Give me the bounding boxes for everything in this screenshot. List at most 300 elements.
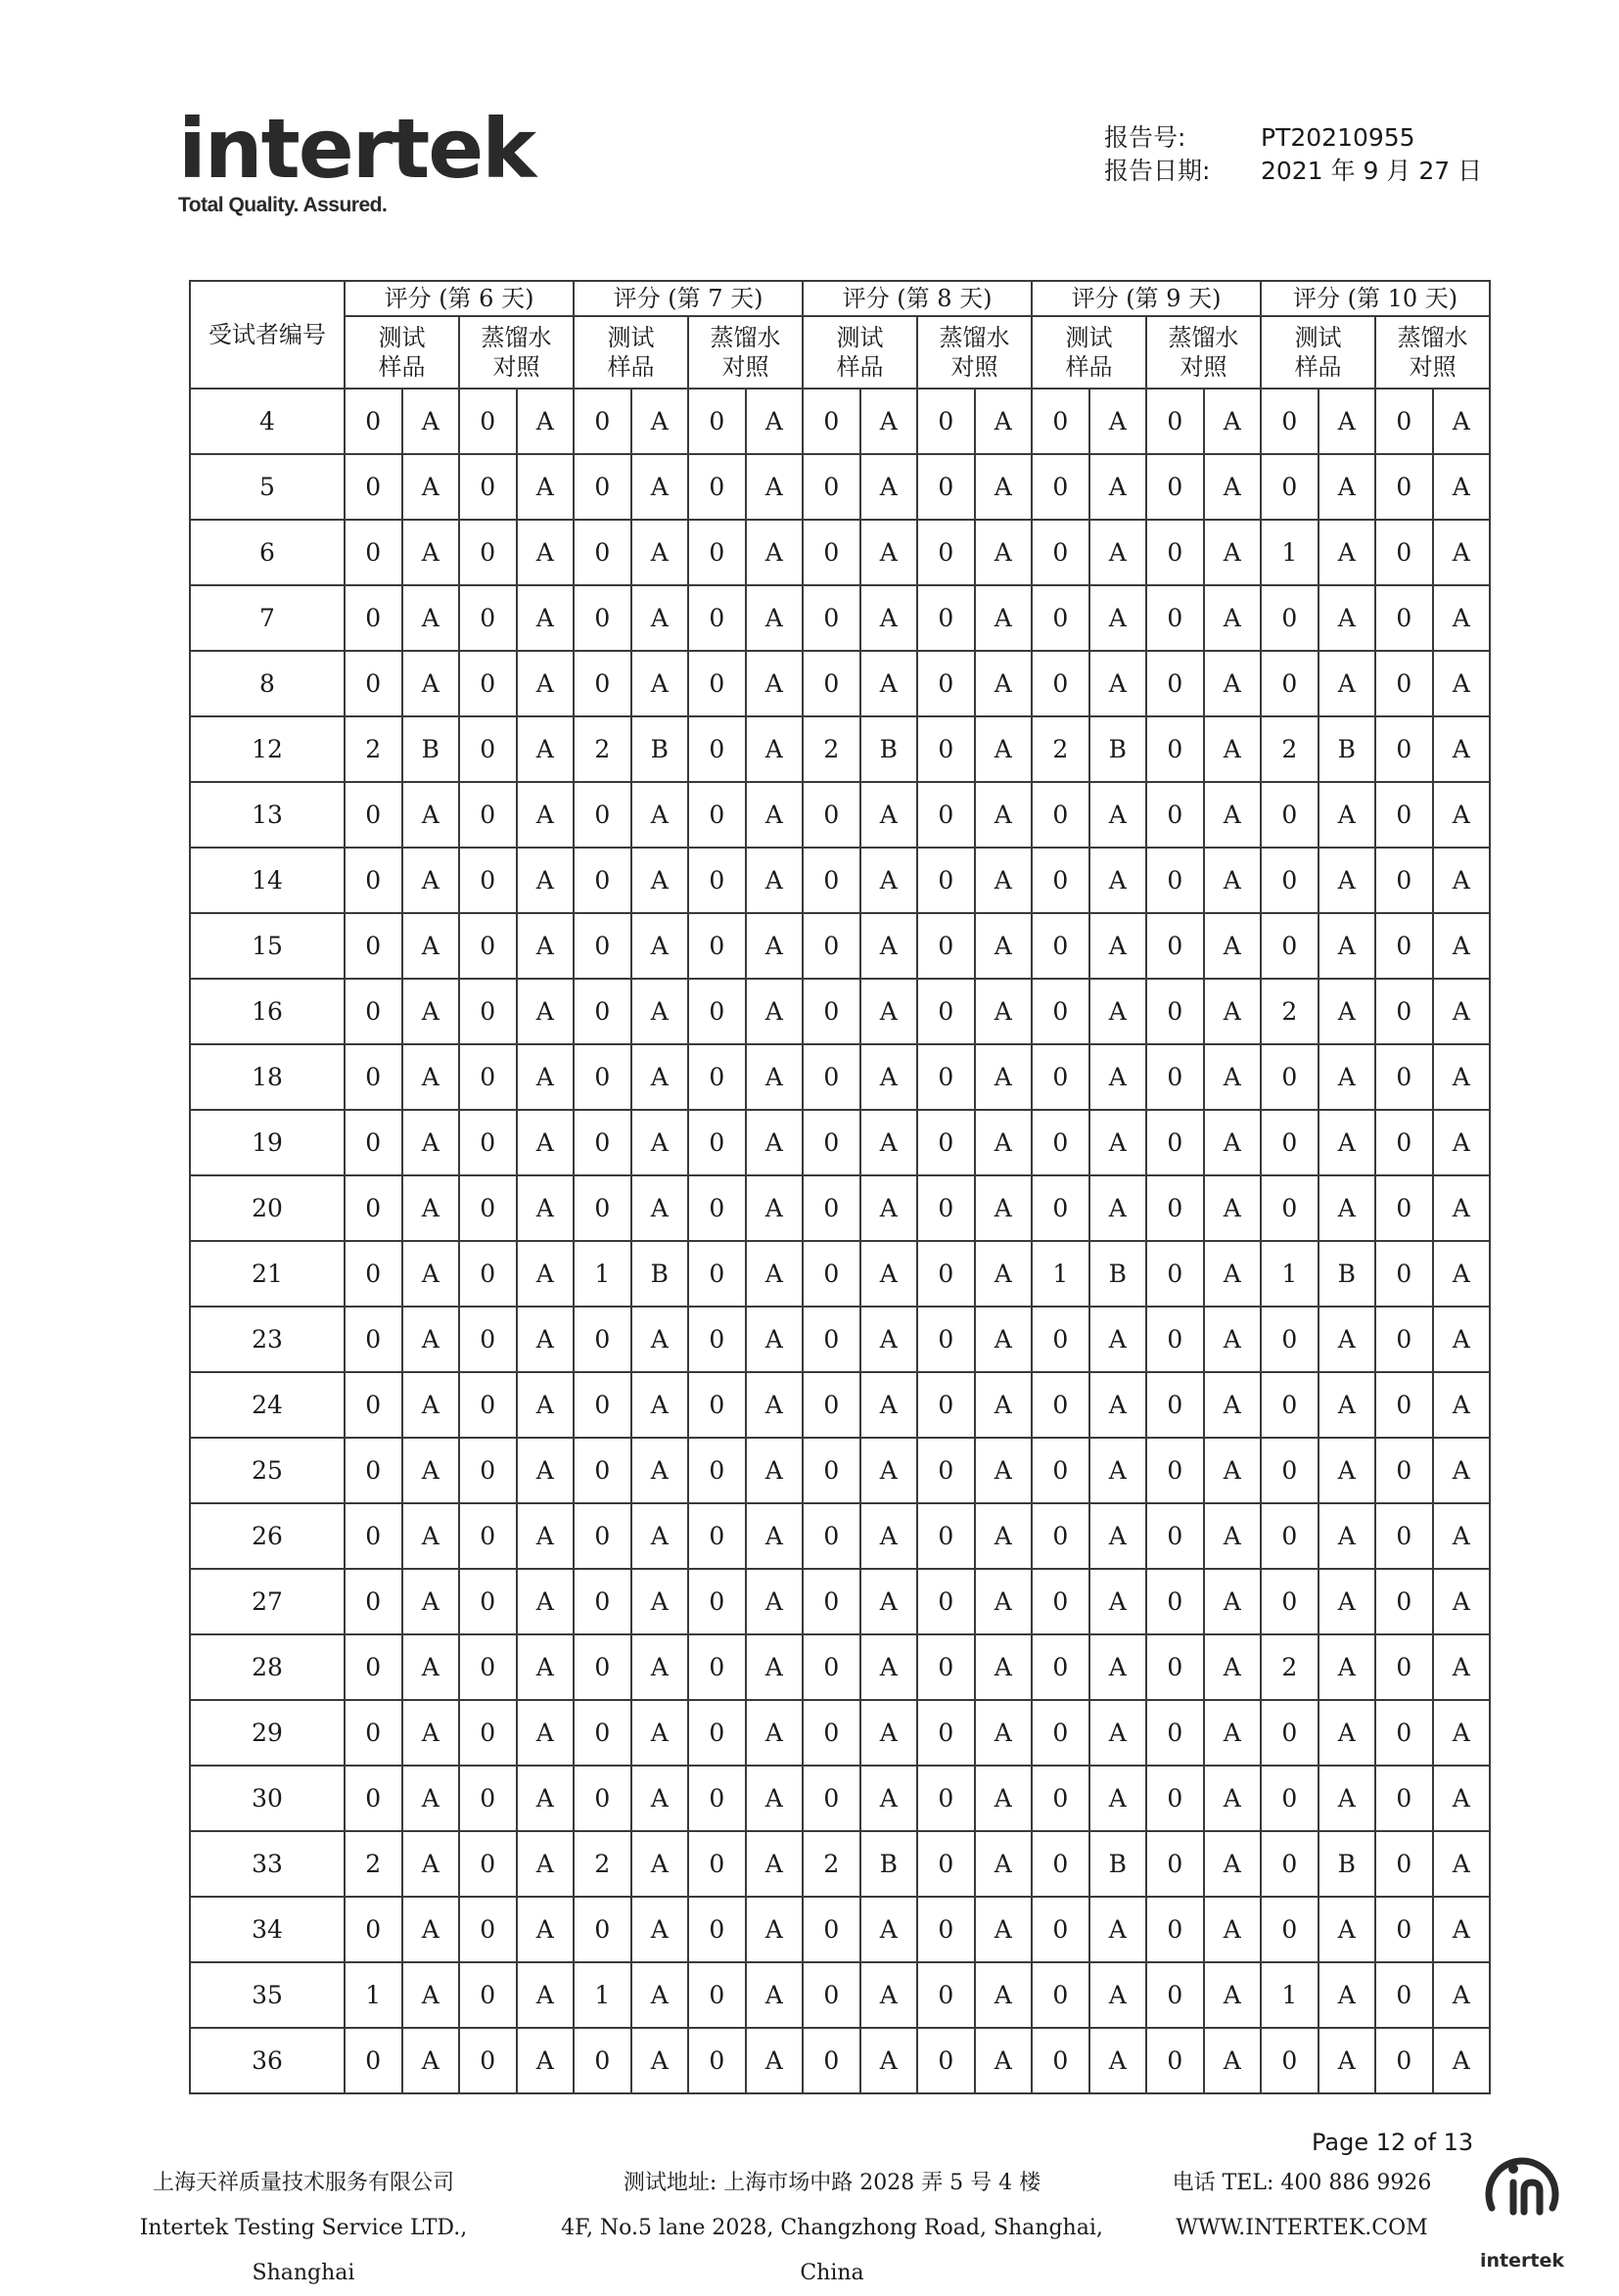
grade-cell: A [1433, 1569, 1491, 1634]
score-cell: 0 [688, 1766, 746, 1831]
score-cell: 0 [803, 1503, 860, 1569]
grade-cell: A [1433, 1897, 1491, 1962]
intertek-logo [178, 101, 535, 217]
score-cell: 0 [688, 1634, 746, 1700]
score-cell: 0 [1146, 782, 1204, 848]
score-cell: 0 [345, 782, 402, 848]
score-cell: 0 [803, 651, 860, 716]
score-cell: 0 [803, 1307, 860, 1372]
grade-cell: A [975, 520, 1033, 585]
subject-id-cell: 18 [190, 1044, 345, 1110]
grade-cell: A [1204, 1307, 1262, 1372]
score-cell: 0 [574, 1700, 631, 1766]
table-row [190, 2028, 1490, 2093]
score-cell: 0 [459, 1241, 517, 1307]
score-cell: 0 [1375, 1110, 1433, 1175]
score-cell: 0 [574, 1438, 631, 1503]
score-cell: 0 [917, 979, 975, 1044]
grade-cell: A [1318, 520, 1376, 585]
grade-cell: A [1204, 1897, 1262, 1962]
address-cn: 测试地址: 上海市场中路 2028 弄 5 号 4 楼 [623, 2171, 1041, 2195]
grade-cell: A [975, 979, 1033, 1044]
grade-cell: A [860, 2028, 918, 2093]
score-cell: 0 [574, 585, 631, 651]
score-cell: 2 [803, 1831, 860, 1897]
score-cell: 0 [917, 1700, 975, 1766]
grade-cell: A [860, 1175, 918, 1241]
logo-wordmark: intertek [178, 101, 535, 197]
grade-cell: A [402, 1700, 460, 1766]
grade-cell: A [631, 585, 689, 651]
grade-cell: A [631, 782, 689, 848]
score-cell: 0 [1146, 1438, 1204, 1503]
score-cell: 0 [917, 782, 975, 848]
score-cell: 0 [688, 1110, 746, 1175]
grade-cell: A [1204, 1372, 1262, 1438]
score-cell: 0 [688, 520, 746, 585]
grade-cell: A [1204, 1766, 1262, 1831]
score-cell: 0 [1032, 389, 1089, 454]
grade-cell: A [975, 1962, 1033, 2028]
grade-cell: A [402, 520, 460, 585]
grade-cell: A [975, 1700, 1033, 1766]
grade-cell: A [975, 389, 1033, 454]
score-cell: 0 [574, 1372, 631, 1438]
score-cell: 0 [459, 1175, 517, 1241]
score-cell: 0 [917, 1438, 975, 1503]
score-cell: 0 [688, 1241, 746, 1307]
score-cell: 0 [345, 979, 402, 1044]
score-cell: 0 [574, 782, 631, 848]
score-cell: 0 [1146, 454, 1204, 520]
grade-cell: A [631, 1962, 689, 2028]
score-cell: 0 [459, 1634, 517, 1700]
table-row [190, 979, 1490, 1044]
grade-cell: A [402, 1503, 460, 1569]
score-cell: 0 [917, 389, 975, 454]
score-cell: 0 [574, 2028, 631, 2093]
grade-cell: A [1433, 1372, 1491, 1438]
grade-cell: A [402, 1372, 460, 1438]
subject-id-cell: 15 [190, 913, 345, 979]
score-cell: 0 [803, 1438, 860, 1503]
score-cell: 0 [688, 585, 746, 651]
grade-cell: A [1204, 979, 1262, 1044]
score-cell: 0 [1032, 1438, 1089, 1503]
grade-cell: A [402, 389, 460, 454]
score-cell: 0 [688, 1503, 746, 1569]
score-cell: 0 [1032, 782, 1089, 848]
score-cell: 0 [803, 389, 860, 454]
score-cell: 0 [1375, 389, 1433, 454]
score-cell: 0 [1375, 716, 1433, 782]
score-cell: 0 [688, 389, 746, 454]
grade-cell: A [746, 979, 804, 1044]
grade-cell: A [975, 2028, 1033, 2093]
grade-cell: A [1318, 1044, 1376, 1110]
score-cell: 0 [1261, 389, 1318, 454]
water-control-header: 蒸馏水 对照 [917, 316, 1032, 389]
score-cell: 0 [459, 1110, 517, 1175]
grade-cell: A [1204, 454, 1262, 520]
score-cell: 0 [1375, 651, 1433, 716]
grade-cell: A [1433, 1110, 1491, 1175]
score-cell: 0 [1375, 1569, 1433, 1634]
grade-cell: A [631, 913, 689, 979]
score-cell: 0 [1146, 651, 1204, 716]
grade-cell: A [631, 1175, 689, 1241]
table-row [190, 1897, 1490, 1962]
grade-cell: A [860, 1372, 918, 1438]
score-cell: 0 [917, 454, 975, 520]
score-cell: 0 [688, 651, 746, 716]
table-row [190, 1241, 1490, 1307]
grade-cell: A [746, 1372, 804, 1438]
grade-cell: A [746, 782, 804, 848]
score-cell: 0 [688, 913, 746, 979]
grade-cell: A [1318, 979, 1376, 1044]
grade-cell: A [517, 2028, 575, 2093]
grade-cell: A [1089, 1634, 1147, 1700]
score-cell: 0 [1032, 1503, 1089, 1569]
score-cell: 2 [574, 716, 631, 782]
score-cell: 0 [1375, 1241, 1433, 1307]
day-header: 评分 (第 10 天) [1261, 281, 1490, 316]
score-cell: 0 [1032, 848, 1089, 913]
score-cell: 0 [1032, 520, 1089, 585]
score-cell: 0 [803, 782, 860, 848]
table-row [190, 1831, 1490, 1897]
score-cell: 0 [574, 1569, 631, 1634]
report-no-label: 报告号: [1104, 123, 1186, 152]
grade-cell: A [1318, 1503, 1376, 1569]
water-control-header: 蒸馏水 对照 [1146, 316, 1261, 389]
test-sample-header: 测试 样品 [574, 316, 688, 389]
score-cell: 0 [917, 848, 975, 913]
score-cell: 0 [574, 1044, 631, 1110]
score-cell: 0 [917, 913, 975, 979]
table-row [190, 1569, 1490, 1634]
score-cell: 0 [574, 389, 631, 454]
score-cell: 0 [1261, 1175, 1318, 1241]
grade-cell: A [1204, 585, 1262, 651]
score-cell: 0 [574, 1634, 631, 1700]
grade-cell: A [631, 454, 689, 520]
score-cell: 1 [574, 1962, 631, 2028]
grade-cell: A [1204, 1241, 1262, 1307]
company-name-cn: 上海天祥质量技术服务有限公司 [152, 2171, 454, 2195]
score-cell: 0 [1032, 1372, 1089, 1438]
grade-cell: A [746, 1700, 804, 1766]
table-row [190, 651, 1490, 716]
grade-cell: A [1204, 1503, 1262, 1569]
score-cell: 0 [574, 1307, 631, 1372]
grade-cell: A [402, 585, 460, 651]
score-cell: 0 [688, 1569, 746, 1634]
table-row [190, 1634, 1490, 1700]
score-cell: 0 [917, 1175, 975, 1241]
grade-cell: A [746, 1831, 804, 1897]
grade-cell: A [1433, 782, 1491, 848]
score-cell: 0 [1375, 913, 1433, 979]
grade-cell: A [860, 454, 918, 520]
score-cell: 0 [803, 848, 860, 913]
grade-cell: A [1204, 716, 1262, 782]
score-cell: 0 [1146, 1503, 1204, 1569]
grade-cell: A [631, 1569, 689, 1634]
score-cell: 0 [1261, 2028, 1318, 2093]
score-cell: 0 [1146, 1897, 1204, 1962]
score-cell: 0 [1032, 1044, 1089, 1110]
score-cell: 0 [803, 1897, 860, 1962]
score-cell: 0 [917, 1044, 975, 1110]
score-cell: 0 [1032, 1831, 1089, 1897]
subject-id-cell: 25 [190, 1438, 345, 1503]
score-cell: 0 [917, 1503, 975, 1569]
grade-cell: A [402, 1044, 460, 1110]
score-cell: 0 [1375, 979, 1433, 1044]
score-cell: 0 [1032, 1962, 1089, 2028]
grade-cell: A [517, 1110, 575, 1175]
grade-cell: A [746, 651, 804, 716]
subject-id-cell: 28 [190, 1634, 345, 1700]
score-cell: 0 [1261, 1438, 1318, 1503]
grade-cell: A [860, 1110, 918, 1175]
grade-cell: A [517, 389, 575, 454]
grade-cell: A [1318, 1372, 1376, 1438]
score-cell: 0 [803, 1569, 860, 1634]
score-cell: 0 [459, 1503, 517, 1569]
grade-cell: A [402, 979, 460, 1044]
score-cell: 0 [345, 1307, 402, 1372]
grade-cell: A [517, 1700, 575, 1766]
grade-cell: A [1318, 651, 1376, 716]
score-cell: 0 [459, 1700, 517, 1766]
grade-cell: A [975, 1831, 1033, 1897]
table-row [190, 585, 1490, 651]
score-cell: 0 [345, 1634, 402, 1700]
score-cell: 0 [1261, 1372, 1318, 1438]
grade-cell: A [860, 1700, 918, 1766]
grade-cell: A [860, 1438, 918, 1503]
grade-cell: A [1433, 1438, 1491, 1503]
score-cell: 0 [803, 1241, 860, 1307]
grade-cell: A [746, 913, 804, 979]
grade-cell: A [1089, 651, 1147, 716]
score-cell: 0 [1375, 848, 1433, 913]
score-cell: 0 [574, 520, 631, 585]
score-cell: 0 [459, 585, 517, 651]
grade-cell: A [746, 1044, 804, 1110]
grade-cell: A [1433, 913, 1491, 979]
grade-cell: A [1318, 1175, 1376, 1241]
grade-cell: A [1433, 389, 1491, 454]
grade-cell: A [746, 1175, 804, 1241]
grade-cell: A [975, 1241, 1033, 1307]
score-cell: 0 [688, 1044, 746, 1110]
grade-cell: A [402, 913, 460, 979]
score-cell: 0 [345, 1241, 402, 1307]
score-cell: 0 [917, 1307, 975, 1372]
score-cell: 0 [574, 1503, 631, 1569]
subject-id-cell: 24 [190, 1372, 345, 1438]
score-cell: 0 [345, 651, 402, 716]
footer-contact [1170, 2161, 1434, 2251]
grade-cell: A [860, 389, 918, 454]
score-cell: 0 [345, 1175, 402, 1241]
score-cell: 0 [688, 2028, 746, 2093]
grade-cell: A [1204, 389, 1262, 454]
grade-cell: A [860, 1962, 918, 2028]
score-cell: 0 [1146, 585, 1204, 651]
score-cell: 0 [574, 454, 631, 520]
score-cell: 0 [1146, 1700, 1204, 1766]
score-cell: 0 [574, 1175, 631, 1241]
grade-cell: A [1433, 1700, 1491, 1766]
score-cell: 0 [688, 1962, 746, 2028]
score-cell: 0 [917, 1110, 975, 1175]
score-cell: 0 [1146, 913, 1204, 979]
score-cell: 0 [917, 1831, 975, 1897]
score-cell: 0 [1146, 1569, 1204, 1634]
subject-id-cell: 27 [190, 1569, 345, 1634]
score-cell: 0 [803, 1634, 860, 1700]
grade-cell: A [860, 1503, 918, 1569]
grade-cell: A [1089, 913, 1147, 979]
report-date-value: 2021 年 9 月 27 日 [1261, 157, 1483, 185]
score-cell: 0 [574, 1110, 631, 1175]
grade-cell: A [1089, 1962, 1147, 2028]
score-cell: 1 [1261, 1241, 1318, 1307]
grade-cell: A [631, 1307, 689, 1372]
grade-cell: A [1318, 585, 1376, 651]
grade-cell: A [746, 1307, 804, 1372]
subject-id-cell: 8 [190, 651, 345, 716]
grade-cell: A [1204, 1110, 1262, 1175]
score-cell: 0 [1146, 1634, 1204, 1700]
grade-cell: A [1204, 1438, 1262, 1503]
score-cell: 0 [803, 1175, 860, 1241]
score-cell: 0 [1146, 1831, 1204, 1897]
score-cell: 0 [803, 520, 860, 585]
score-cell: 0 [1261, 1831, 1318, 1897]
score-cell: 0 [803, 1962, 860, 2028]
website: WWW.INTERTEK.COM [1176, 2216, 1428, 2240]
grade-cell: A [517, 651, 575, 716]
grade-cell: A [517, 1766, 575, 1831]
grade-cell: A [1089, 1569, 1147, 1634]
score-table [189, 280, 1491, 2094]
subject-id-cell: 6 [190, 520, 345, 585]
score-cell: 0 [459, 1307, 517, 1372]
grade-cell: A [1204, 782, 1262, 848]
grade-cell: A [1089, 585, 1147, 651]
subject-id-cell: 23 [190, 1307, 345, 1372]
grade-cell: A [517, 913, 575, 979]
score-cell: 0 [345, 1438, 402, 1503]
grade-cell: A [975, 1897, 1033, 1962]
grade-cell: A [631, 1503, 689, 1569]
footer-address [543, 2161, 1121, 2296]
score-cell: 0 [345, 585, 402, 651]
subject-id-cell: 12 [190, 716, 345, 782]
grade-cell: A [402, 1110, 460, 1175]
score-cell: 0 [688, 1175, 746, 1241]
score-cell: 0 [1375, 2028, 1433, 2093]
grade-cell: A [1318, 1307, 1376, 1372]
score-cell: 0 [459, 782, 517, 848]
score-cell: 0 [1032, 1897, 1089, 1962]
subject-id-cell: 19 [190, 1110, 345, 1175]
score-cell: 2 [1032, 716, 1089, 782]
score-cell: 0 [1375, 1700, 1433, 1766]
grade-cell: A [1089, 979, 1147, 1044]
score-cell: 0 [1032, 454, 1089, 520]
score-cell: 0 [688, 1372, 746, 1438]
score-cell: 0 [574, 651, 631, 716]
score-cell: 0 [1261, 1503, 1318, 1569]
score-cell: 0 [1261, 1766, 1318, 1831]
grade-cell: A [1204, 848, 1262, 913]
score-cell: 0 [459, 913, 517, 979]
score-cell: 0 [459, 1372, 517, 1438]
score-cell: 0 [1032, 1700, 1089, 1766]
grade-cell: A [1204, 1831, 1262, 1897]
grade-cell: A [631, 520, 689, 585]
grade-cell: A [746, 1110, 804, 1175]
grade-cell: A [1089, 1175, 1147, 1241]
grade-cell: A [1204, 520, 1262, 585]
footer-company [98, 2161, 509, 2296]
score-cell: 0 [1261, 1044, 1318, 1110]
subject-id-cell: 30 [190, 1766, 345, 1831]
grade-cell: A [975, 1307, 1033, 1372]
subject-id-cell: 26 [190, 1503, 345, 1569]
score-cell: 0 [1146, 848, 1204, 913]
score-cell: 0 [917, 1241, 975, 1307]
grade-cell: A [1318, 1438, 1376, 1503]
grade-cell: A [1318, 913, 1376, 979]
score-cell: 2 [345, 716, 402, 782]
grade-cell: A [1433, 1962, 1491, 2028]
score-cell: 0 [459, 454, 517, 520]
score-cell: 0 [803, 1372, 860, 1438]
score-cell: 2 [574, 1831, 631, 1897]
grade-cell: A [746, 1503, 804, 1569]
score-cell: 1 [345, 1962, 402, 2028]
grade-cell: A [517, 1372, 575, 1438]
grade-cell: A [975, 454, 1033, 520]
subject-id-cell: 36 [190, 2028, 345, 2093]
grade-cell: A [517, 1438, 575, 1503]
grade-cell: B [402, 716, 460, 782]
grade-cell: A [1433, 1831, 1491, 1897]
score-cell: 0 [688, 848, 746, 913]
score-cell: 0 [1146, 1307, 1204, 1372]
grade-cell: A [1204, 913, 1262, 979]
grade-cell: A [1318, 1897, 1376, 1962]
grade-cell: A [1089, 1438, 1147, 1503]
grade-cell: A [402, 1175, 460, 1241]
grade-cell: A [1318, 454, 1376, 520]
score-cell: 0 [459, 979, 517, 1044]
grade-cell: A [1318, 2028, 1376, 2093]
grade-cell: A [860, 1897, 918, 1962]
table-row [190, 1044, 1490, 1110]
grade-cell: A [1433, 454, 1491, 520]
grade-cell: A [746, 454, 804, 520]
grade-cell: A [402, 782, 460, 848]
